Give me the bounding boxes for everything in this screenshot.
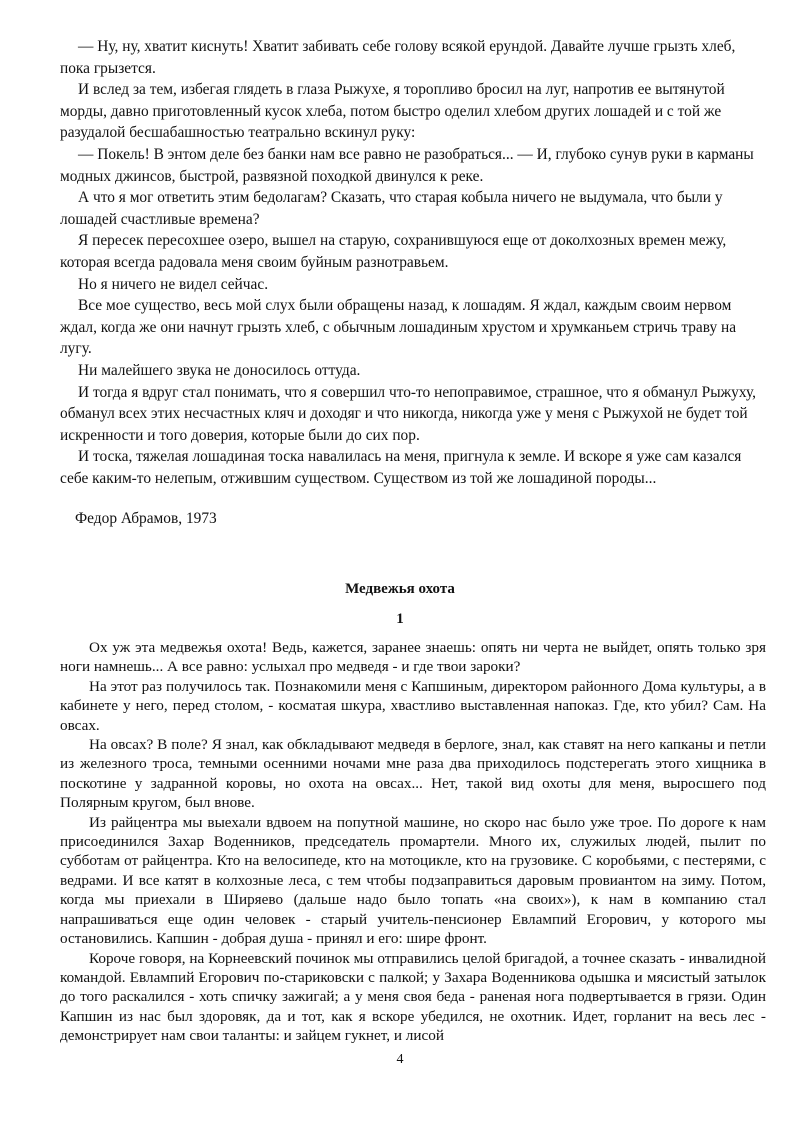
story-title: Медвежья охота: [345, 581, 455, 597]
paragraph: И тогда я вдруг стал понимать, что я совершил что-то непоправимое, страшное, что я обманул Рыжуху, обманул всех этих несчастных кляч и доходяг и что никогда, никогда уже у меня с Рыжухой не будет той искренности и того доверия, которые были до сих пор.: [60, 383, 756, 444]
paragraph: Ни малейшего звука не доносилось оттуда.: [78, 361, 361, 379]
page-number: 4: [396, 1052, 404, 1067]
paragraph: И вслед за тем, избегая глядеть в глаза Рыжухе, я торопливо бросил на луг, напротив ее вытянутой морды, давно приготовленный кусок хлеба, потом быстро оделил хлебом других лошадей и с той же разудалой бесшабашностью театрально вскинул руку:: [60, 81, 725, 142]
story-body-text: [60, 638, 766, 1046]
paragraph: — Ну, ну, хватит киснуть! Хватит забивать себе голову всякой ерундой. Давайте лучше грызть хлеб, пока грызется.: [60, 38, 736, 77]
paragraph: Но я ничего не видел сейчас.: [78, 275, 269, 293]
paragraph: На этот раз получилось так. Познакомили меня с Капшиным, директором районного Дома культуры, а в кабинете у него, перед столом, - косматая шкура, хвастливо выставленная напоказ. Где, кто убил? Сам. На овсах.: [60, 677, 766, 734]
paragraph: — Покель! В энтом деле без банки нам все равно не разобраться... — И, глубоко сунув руки в карманы модных джинсов, быстрой, развязной походкой двинулся к реке.: [60, 145, 754, 185]
paragraph: Я пересек пересохшее озеро, вышел на старую, сохранившуюся еще от доколхозных времен межу, которая всегда радовала меня своим буйным разнотравьем.: [60, 232, 727, 271]
paragraph: Ох уж эта медвежья охота! Ведь, кажется, заранее знаешь: опять ни черта не выйдет, опять только зря ноги намнешь... А все равно: услыхал про медведя - и где твои зароки?: [60, 639, 766, 676]
author-signature: Федор Абрамов, 1973: [75, 510, 217, 527]
story-ending-text: [60, 36, 766, 489]
paragraph: А что я мог ответить этим бедолагам? Сказать, что старая кобыла ничего не выдумала, что были у лошадей счастливые времена?: [60, 189, 723, 228]
paragraph: Короче говоря, на Корнеевский починок мы отправились целой бригадой, а точнее сказать - инвалидной командой. Евлампий Егорович по-стариковски с палкой; у Захара Воденникова одышка и мясистый затылок до того раскалился - хоть спичку зажигай; а у меня своя беда - раненая нога подвертывается в грязи. Один Капшин из нас был здоровяк, да и тот, как я вскоре убедился, не охотник. Идет, горланит на весь лес - демонстрирует нам свои таланты: и зайцем гукнет, и лисой: [60, 949, 766, 1045]
paragraph: И тоска, тяжелая лошадиная тоска навалилась на меня, пригнула к земле. И вскоре я уже сам казался себе каким-то нелепым, отжившим существом. Существом из той же лошадиной породы...: [60, 448, 742, 487]
paragraph: Все мое существо, весь мой слух были обращены назад, к лошадям. Я ждал, каждым своим нервом ждал, когда же они начнут грызть хлеб, с обычным лошадиным хрустом и хрумканьем стричь траву на лугу.: [60, 297, 737, 358]
paragraph: Из райцентра мы выехали вдвоем на попутной машине, но скоро нас было уже трое. По дороге к нам присоединился Захар Воденников, председатель промартели. Много их, служилых людей, пылит по субботам от райцентра. Кто на велосипеде, кто на мотоцикле, кто на грузовике. С коробьями, с пестерями, с ведрами. И все катят в колхозные леса, с тем чтобы подзаправиться даровым провиантом на зиму. Потом, когда мы приехали в Ширяево (дальше надо было топать «на своих»), к нам в компанию стал напрашиваться еще один человек - старый учитель-пенсионер Евлампий Егорович, у которого мы остановились. Капшин - добрая душа - принял и его: шире фронт.: [60, 813, 766, 948]
chapter-number: 1: [396, 611, 404, 627]
paragraph: На овсах? В поле? Я знал, как обкладывают медведя в берлоге, знал, как ставят на него капканы и петли из железного троса, темными осенними ночами мне раза два приходилось подстерегать этого хищника в поскотине у задранной коровы, но охота на овсах... Нет, такой вид охоты для меня, выросшего под Полярным кругом, был внове.: [60, 736, 766, 812]
